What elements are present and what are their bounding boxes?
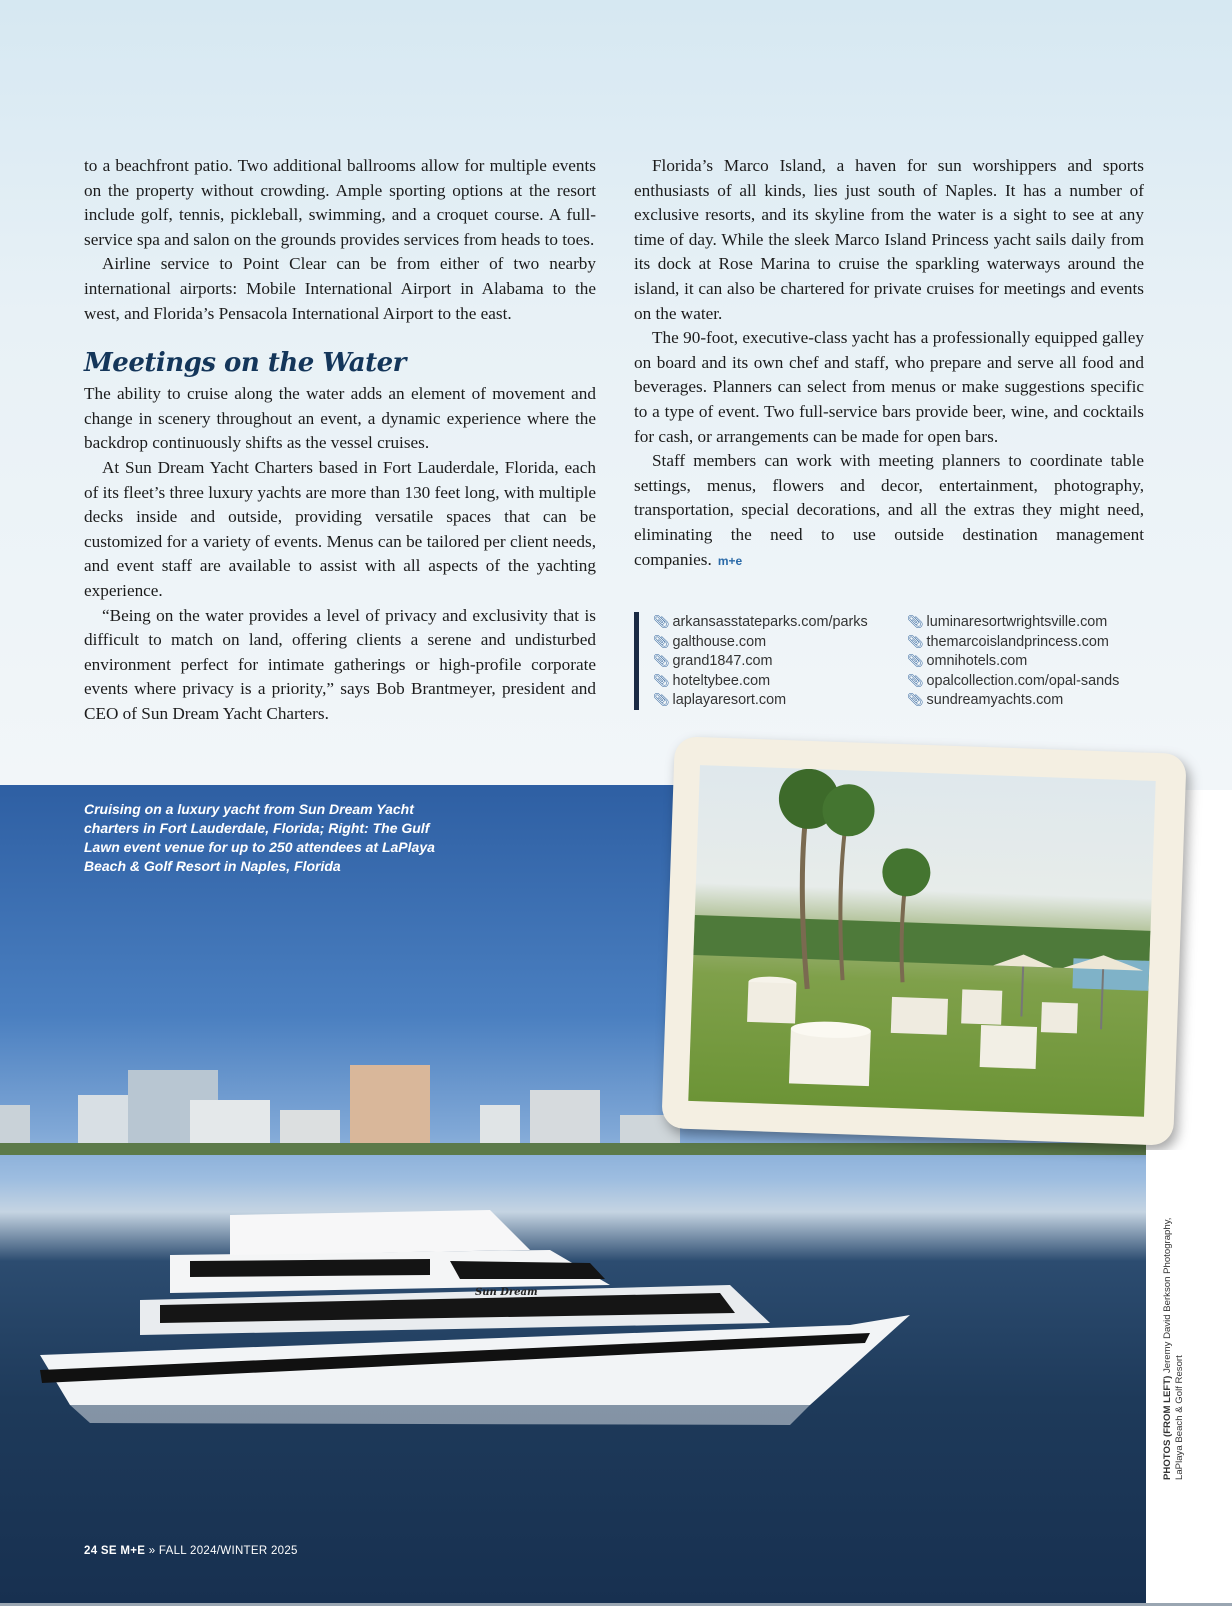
link-item[interactable]: 📎︎ laplayaresort.com [653,692,787,709]
yacht-name: Sun Dream [475,1287,538,1298]
left-paragraph-5: “Being on the water provides a level of privacy and exclusivity that is difficult to match on land, offering clients a serene and undisturbed environment perfect for intimate gatherings or high-profile corporate events where privacy is a priority,” says Bob Brantmeyer, president and CEO of Sun Dream Yacht Charters. [84,605,596,723]
left-paragraph-1: to a beachfront patio. Two additional ballrooms allow for multiple events on the property without crowding. Ample sporting options at the resort include golf, tennis, pickleball, swimming, and a croquet course. A full-service spa and salon on the grounds provides services from heads to toes. [84,156,596,249]
paperclip-icon: 📎︎ [907,633,924,649]
right-column [634,154,1144,573]
right-paragraph-3-text: Staff members can work with meeting planners to coordinate table settings, menus, flowers and decor, entertainment, photography, transportation, special decorations, and all the extras they might need, eliminating the need to use outside destination management companies. [634,451,1144,569]
paperclip-icon: 📎︎ [907,614,924,629]
link-item[interactable]: 📎︎ hoteltybee.com [653,672,771,689]
gulf-lawn-photo [688,765,1155,1117]
section-subhead: Meetings on the Water [84,348,406,379]
link-item[interactable]: 📎︎ opalcollection.com/opal-sands [907,672,1120,689]
gulf-lawn-scene [688,765,1155,1117]
link-item[interactable]: 📎︎ galthouse.com [653,633,767,650]
folio-separator: » [145,1545,159,1557]
left-paragraph-4: At Sun Dream Yacht Charters based in Fort Lauderdale, Florida, each of its fleet’s three luxury yachts are more than 130 feet long, with multiple decks inside and outside, providing versatile spaces that can be customized for a variety of events. Menus can be tailored per client needs, and event staff are available to assist with all aspects of the yachting experience. [84,457,596,600]
page-number: 24 [84,1545,98,1557]
link-item[interactable]: 📎︎ omnihotels.com [907,653,1028,670]
paperclip-icon: 📎︎ [653,672,670,688]
yacht [30,1155,930,1455]
paperclip-icon: 📎︎ [907,672,924,688]
photo-caption: Cruising on a luxury yacht from Sun Dream Yacht charters in Fort Lauderdale, Florida; Right: The Gulf Lawn event venue for up to 250 attendees at LaPlaya Beach & Golf Resort in Naples, Florida [84,801,435,874]
left-paragraph-3: The ability to cruise along the water adds an element of movement and change in scenery throughout an event, a dynamic experience where the backdrop continuously shifts as the vessel cruises. [84,384,596,453]
left-paragraph-2: Airline service to Point Clear can be from either of two nearby international airports: Mobile International Airport in Alabama to the west, and Florida’s Pensacola International Airport to the east. [84,254,596,323]
photo-credit: PHOTOS (FROM LEFT) Jeremy David Berkson Photography, LaPlaya Beach & Golf Resort [1162,1217,1185,1480]
paperclip-icon: 📎︎ [907,692,924,708]
right-paragraph-1: Florida’s Marco Island, a haven for sun worshippers and sports enthusiasts of all kinds, lies just south of Naples. It has a number of exclusive resorts, and its skyline from the water is a sight to see at any time of day. While the sleek Marco Island Princess yacht sails daily from its dock at Rose Marina to cruise the sparkling waterways around the island, it can also be chartered for private cruises for meetings and events on the water. [634,156,1144,323]
magazine-name: SE M+E [100,1545,146,1557]
paperclip-icon: 📎︎ [653,633,670,649]
inset-photo-frame [661,736,1186,1146]
right-paragraph-2: The 90-foot, executive-class yacht has a professionally equipped galley on board and its own chef and staff, who prepare and serve all food and beverages. Planners can select from menus or make suggestions specific to a type of event. Two full-service bars provide beer, wine, and cocktails for cash, or arrangements can be made for open bars. [634,328,1144,446]
link-item[interactable]: 📎︎ sundreamyachts.com [907,692,1064,709]
paperclip-icon: 📎︎ [907,653,924,669]
link-item[interactable]: 📎︎ themarcoislandprincess.com [907,633,1109,650]
left-column [84,154,596,726]
page-folio [84,1545,298,1557]
paperclip-icon: 📎︎ [653,653,670,669]
links-column-1 [653,612,868,710]
link-item[interactable]: 📎︎ arkansasstateparks.com/parks [653,614,868,630]
links-column-2 [907,612,1119,710]
paperclip-icon: 📎︎ [653,692,670,708]
link-item[interactable]: 📎︎ luminaresortwrightsville.com [907,614,1108,630]
right-paragraph-3 [634,449,1144,573]
paperclip-icon: 📎︎ [653,614,670,629]
credit-strip [1146,1150,1232,1606]
end-tag: m+e [717,553,743,568]
resource-links [634,612,1169,710]
link-item[interactable]: 📎︎ grand1847.com [653,653,773,670]
issue-date: FALL 2024/WINTER 2025 [158,1545,298,1557]
